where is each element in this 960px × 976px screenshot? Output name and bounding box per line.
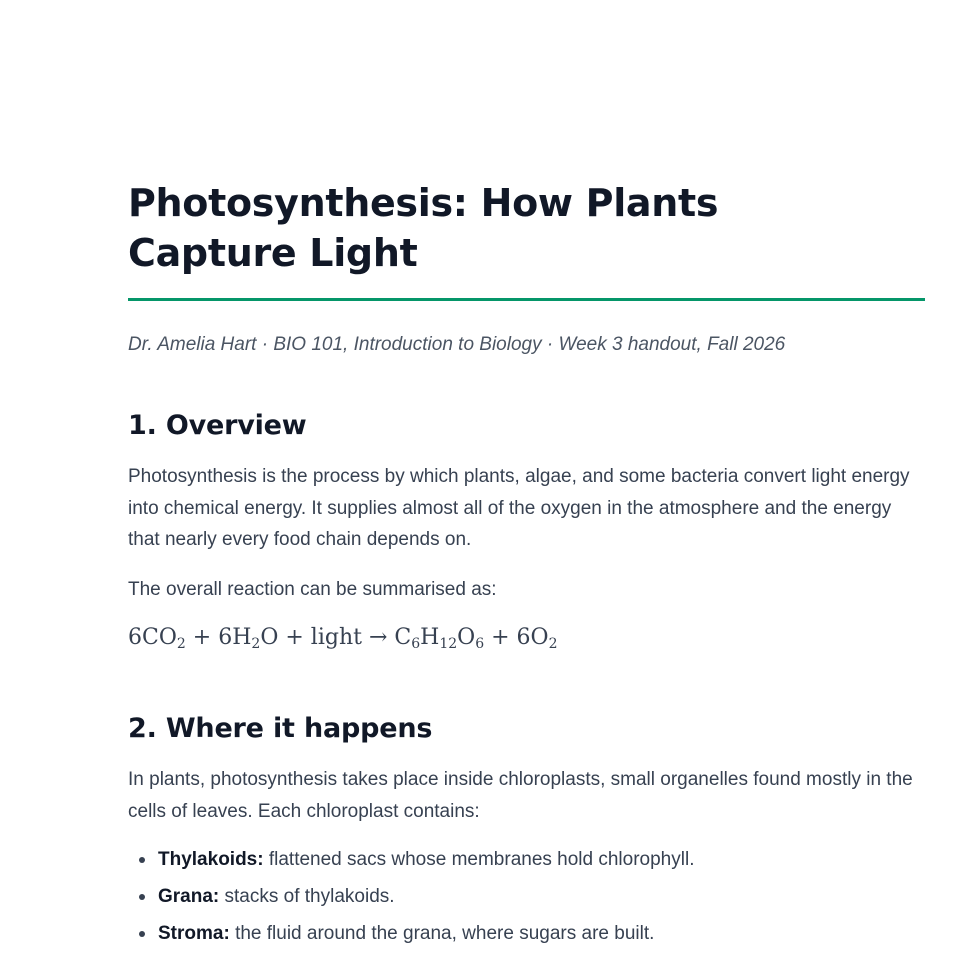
overview-paragraph: Photosynthesis is the process by which plants, algae, and some bacteria convert light energy into chemical energy. It supplies almost all of the oxygen in the atmosphere and the energy that nearly every food chain depends on. xyxy=(128,466,910,550)
eq-subscript: 6 xyxy=(411,636,421,652)
list-item xyxy=(158,915,925,952)
title-line-1: Photosynthesis: How Plants xyxy=(128,181,719,225)
list-item xyxy=(158,878,925,915)
handout-page xyxy=(128,178,925,952)
chloroplast-paragraph: In plants, photosynthesis takes place inside chloroplasts, small organelles found mostly in the cells of leaves. Each chloroplast contains: xyxy=(128,769,913,822)
eq-subscript: 6 xyxy=(475,636,485,652)
eq-term: H xyxy=(420,625,440,650)
list-item-desc: the fluid around the grana, where sugars are built. xyxy=(229,923,655,944)
section-heading-where-it-happens: 2. Where it happens xyxy=(128,713,433,744)
list-item xyxy=(158,841,925,878)
list-item-term: Stroma: xyxy=(158,923,230,944)
list-item-desc: stacks of thylakoids. xyxy=(219,886,395,907)
section-heading-overview: 1. Overview xyxy=(128,410,307,441)
document-title xyxy=(128,178,925,278)
eq-subscript: 12 xyxy=(439,636,458,652)
chloroplast-parts-list xyxy=(128,841,925,952)
eq-subscript: 2 xyxy=(548,636,558,652)
eq-term: + 6H xyxy=(185,625,252,650)
list-item-desc: flattened sacs whose membranes hold chlorophyll. xyxy=(263,849,695,870)
list-item-term: Grana: xyxy=(158,886,220,907)
eq-term: + 6O xyxy=(484,625,549,650)
eq-term: 6CO xyxy=(128,625,177,650)
list-item-term: Thylakoids: xyxy=(158,849,264,870)
eq-subscript: 2 xyxy=(251,636,261,652)
title-line-2: Capture Light xyxy=(128,231,418,275)
eq-term: O xyxy=(457,625,476,650)
title-divider xyxy=(128,298,925,301)
eq-term: O + light → C xyxy=(260,625,412,650)
eq-subscript: 2 xyxy=(176,636,186,652)
reaction-intro: The overall reaction can be summarised as: xyxy=(128,578,497,600)
photosynthesis-equation xyxy=(128,623,925,653)
byline: Dr. Amelia Hart · BIO 101, Introduction to Biology · Week 3 handout, Fall 2026 xyxy=(128,334,786,355)
